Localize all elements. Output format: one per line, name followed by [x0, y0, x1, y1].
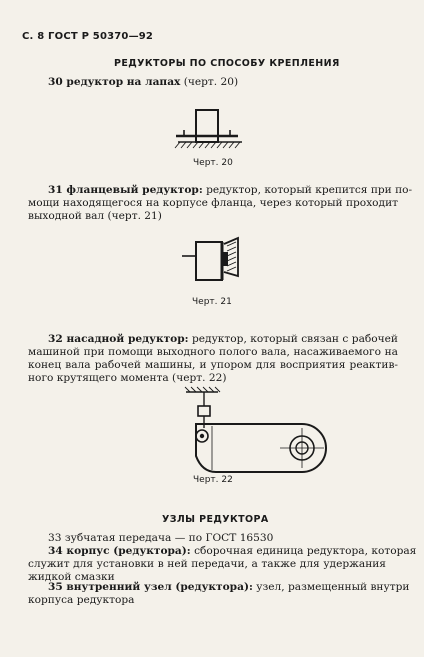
- item-31-term: 31 фланцевый редуктор:: [48, 184, 203, 196]
- item-35-line2: корпуса редуктора: [28, 594, 135, 606]
- figure-20-foot-mounted: [170, 108, 250, 158]
- item-32-line1-rest: редуктор, который связан с рабочей: [188, 333, 398, 345]
- item-31-line3: выходной вал (черт. 21): [28, 210, 162, 222]
- item-31-line1: [48, 184, 413, 198]
- item-35-line1: [48, 581, 410, 595]
- item-30: [48, 76, 238, 90]
- section-title-units: УЗЛЫ РЕДУКТОРА: [162, 514, 269, 525]
- figure-22-shaft-mounted: [172, 384, 332, 474]
- item-31-line1-rest: редуктор, который крепится при по-: [202, 184, 413, 196]
- item-33: 33 зубчатая передача — по ГОСТ 16530: [48, 532, 274, 544]
- item-32-line2: машиной при помощи выходного полого вала, насаживаемого на: [28, 346, 398, 358]
- item-32-line1: [48, 333, 398, 347]
- figure-20-caption: Черт. 20: [193, 158, 233, 168]
- item-30-term: 30 редуктор на лапах: [48, 76, 181, 88]
- item-35-line1-rest: узел, размещенный внутри: [252, 581, 410, 593]
- item-32-line4: ного крутящего момента (черт. 22): [28, 372, 227, 384]
- item-35-term: 35 внутренний узел (редуктора):: [48, 581, 253, 593]
- item-34-line1-rest: сборочная единица редуктора, которая: [190, 545, 417, 557]
- item-34-line1: [48, 545, 417, 559]
- figure-22-caption: Черт. 22: [193, 475, 233, 485]
- item-32-term: 32 насадной редуктор:: [48, 333, 189, 345]
- item-32-line3: конец вала рабочей машины, и упором для восприятия реактив-: [28, 359, 398, 371]
- item-34-term: 34 корпус (редуктора):: [48, 545, 191, 557]
- section-title-mounting: РЕДУКТОРЫ ПО СПОСОБУ КРЕПЛЕНИЯ: [114, 58, 340, 69]
- figure-21-flange-mounted: [180, 234, 260, 290]
- item-30-rest: (черт. 20): [180, 76, 239, 88]
- item-34-line3: жидкой смазки: [28, 571, 115, 583]
- item-31-line2: мощи находящегося на корпусе фланца, через который проходит: [28, 197, 398, 209]
- item-34-line2: служит для установки в ней передачи, а также для удержания: [28, 558, 386, 570]
- figure-21-caption: Черт. 21: [192, 297, 232, 307]
- page-header: С. 8 ГОСТ Р 50370—92: [22, 31, 154, 42]
